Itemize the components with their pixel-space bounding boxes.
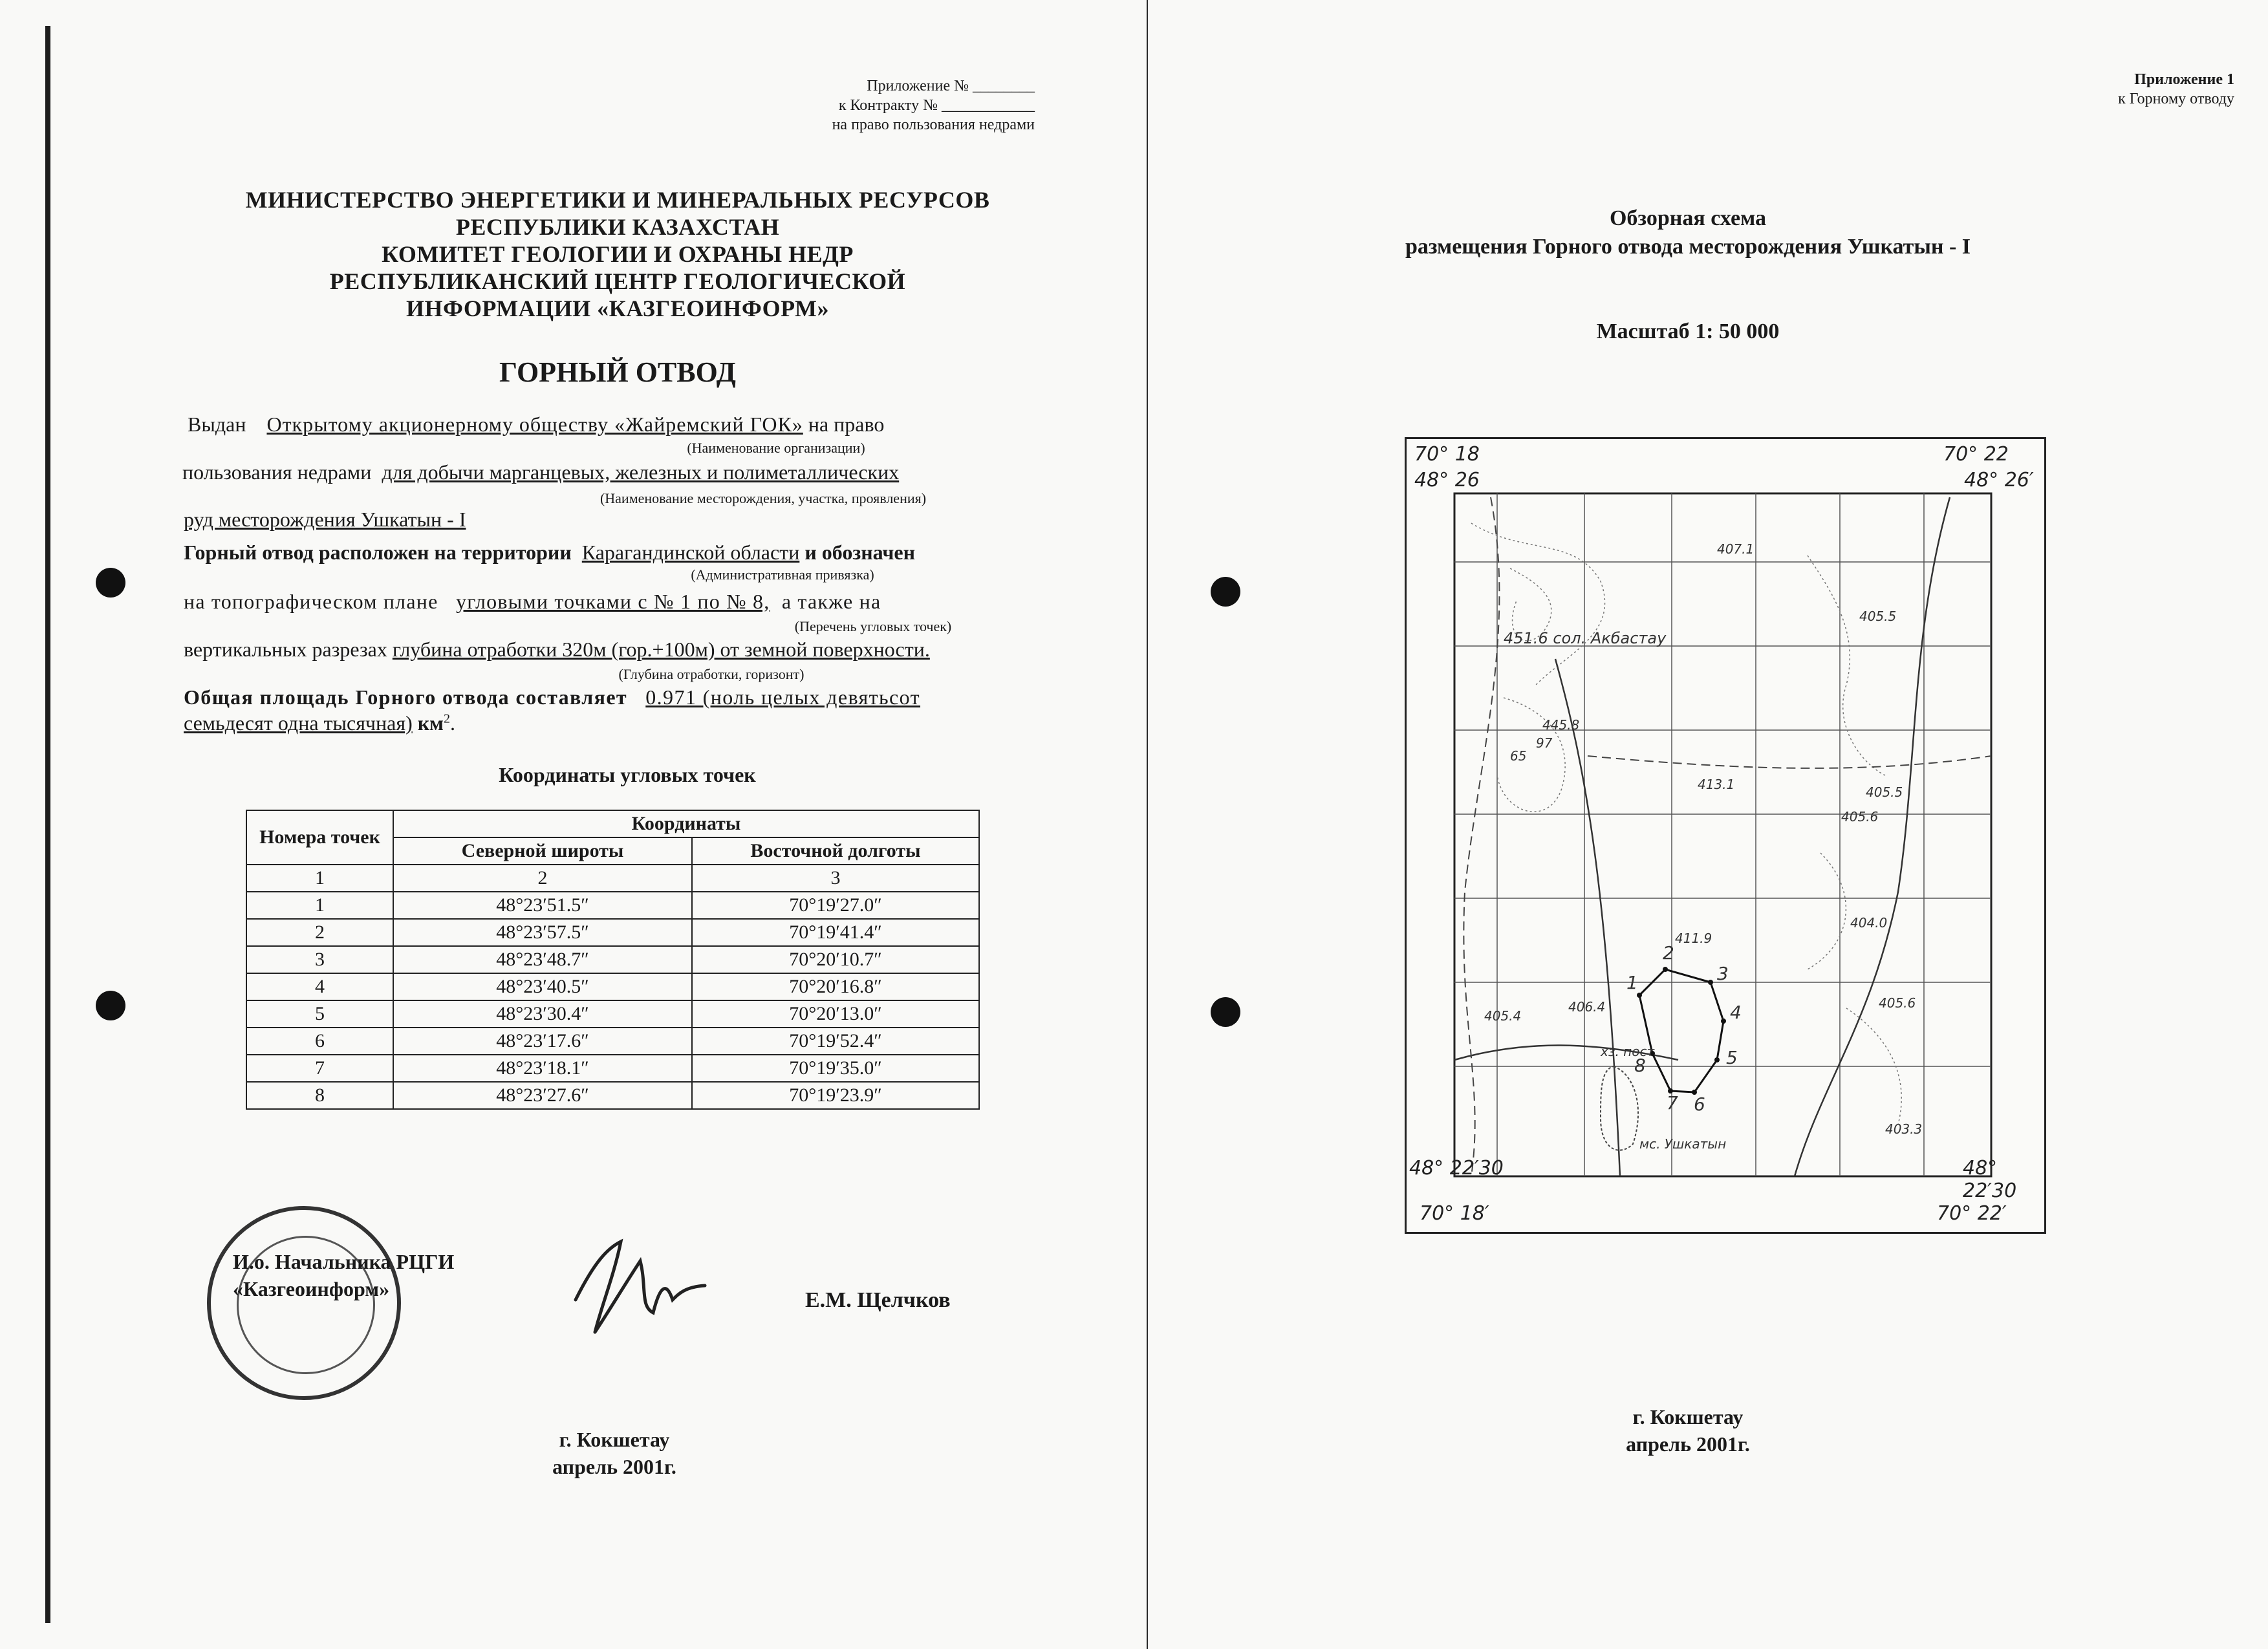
spot-height: 405.4 (1484, 1008, 1522, 1024)
corner-point-label: 2 (1663, 942, 1674, 964)
place-and-date-right: г. Кокшетау апрель 2001г. (1626, 1405, 1750, 1456)
area-value-cont: семьдесят одна тысячная) (184, 711, 413, 735)
table-title: Координаты угловых точек (499, 763, 756, 786)
corner-point-label: 6 (1694, 1094, 1705, 1115)
spot-height: 405.5 (1859, 609, 1897, 624)
punch-hole (96, 991, 125, 1020)
corner-point-label: 8 (1634, 1055, 1646, 1076)
table-row: 5 48°23′30.4″ 70°20′13.0″ (246, 1000, 979, 1028)
deposit-caption: (Наименование месторождения, участка, проявления) (599, 490, 927, 506)
points-range: угловыми точками с № 1 по № 8, (456, 590, 770, 613)
spot-height: 413.1 (1698, 777, 1735, 792)
corner-label-br-lat: 48° 22′30 (1963, 1157, 2017, 1202)
spot-height: 445.8 (1542, 717, 1580, 733)
header-north: Северной широты (393, 837, 692, 865)
punch-hole (96, 568, 125, 598)
hill-label: 451.6 сол. Акбастау (1504, 629, 1667, 647)
spot-height: 403.3 (1885, 1121, 1923, 1137)
corner-point-label: 7 (1667, 1092, 1678, 1114)
header-coords: Координаты (393, 810, 979, 837)
body-line-2: пользования недрами для добычи марганцевых, железных и полиметаллических (182, 460, 900, 484)
official-seal (207, 1206, 401, 1400)
corner-label-tl-lon: 70° 18 (1414, 443, 1480, 466)
header-points: Номера точек (246, 810, 393, 865)
scheme-title: Обзорная схема размещения Горного отвода месторождения Ушкатын - I (1405, 206, 1971, 259)
map-scale: Масштаб 1: 50 000 (1596, 319, 1780, 343)
document-title: ГОРНЫЙ ОТВОД (499, 356, 736, 388)
attachment-header: Приложение 1 к Горному отводу (2118, 71, 2234, 107)
table-colnum-row: 1 2 3 (246, 865, 979, 892)
corner-label-br-lon: 70° 22′ (1937, 1202, 2007, 1225)
depth-text: глубина отработки 320м (гор.+100м) от земной поверхности. (392, 638, 930, 661)
ministry-line: РЕСПУБЛИКИ КАЗАХСТАН (455, 214, 780, 240)
body-line-6: вертикальных разрезах глубина отработки 320м (гор.+100м) от земной поверхности. (184, 638, 930, 661)
attachment-line: к Контракту № ____________ (838, 97, 1035, 114)
header-east: Восточной долготы (692, 837, 979, 865)
corner-label-bl-lon: 70° 18′ (1420, 1202, 1489, 1225)
spot-height: 411.9 (1675, 931, 1712, 946)
ministry-line: МИНИСТЕРСТВО ЭНЕРГЕТИКИ И МИНЕРАЛЬНЫХ РЕСУРСОВ (245, 187, 990, 213)
purpose-text: для добычи марганцевых, железных и полиметаллических (382, 460, 900, 484)
punch-hole (1211, 577, 1240, 607)
table-header-row (246, 810, 979, 837)
corner-label-bl-lat: 48° 22′30 (1409, 1157, 1504, 1180)
handwritten-signature (556, 1222, 724, 1352)
ministry-block (162, 186, 1074, 322)
coordinates-table (246, 810, 980, 1110)
corner-label-tr-lat: 48° 26′ (1964, 469, 2034, 491)
depth-caption: (Глубина отработки, горизонт) (618, 666, 805, 682)
place-and-date: г. Кокшетау апрель 2001г. (552, 1428, 676, 1478)
spot-height: 404.0 (1850, 915, 1888, 931)
spot-height: 405.5 (1866, 784, 1903, 800)
attachment-line: на право пользования недрами (832, 116, 1035, 133)
area-value: 0.971 (ноль целых девятьсот (645, 685, 921, 709)
table-row: 2 48°23′57.5″ 70°19′41.4″ (246, 919, 979, 946)
body-line-4: Горный отвод расположен на территории Карагандинской области и обозначен (184, 541, 916, 564)
map-drawing (1407, 439, 2044, 1232)
body-line-1: Выдан Открытому акционерному обществу «Жайремский ГОК» на право (188, 413, 885, 436)
corner-point-label: 3 (1717, 963, 1729, 984)
corner-point-label: 4 (1730, 1002, 1742, 1023)
table-row: 6 48°23′17.6″ 70°19′52.4″ (246, 1028, 979, 1055)
signatory-position: И.о. Начальника РЦГИ «Казгеоинформ» (233, 1250, 455, 1300)
table-row: 8 48°23′27.6″ 70°19′23.9″ (246, 1082, 979, 1109)
ministry-line: РЕСПУБЛИКАНСКИЙ ЦЕНТР ГЕОЛОГИЧЕСКОЙ (329, 268, 906, 294)
spot-height: 406.4 (1568, 999, 1606, 1015)
body-line-7: Общая площадь Горного отвода составляет 0.971 (ноль целых девятьсот (184, 685, 921, 709)
corner-point-label: 5 (1726, 1047, 1738, 1068)
corner-label-tr-lon: 70° 22 (1943, 443, 2009, 466)
body-line-8: семьдесят одна тысячная) $км^2$. (184, 711, 455, 735)
region-caption: (Административная привязка) (691, 566, 874, 583)
region-name: Карагандинской области (581, 541, 800, 564)
table-row: 1 48°23′51.5″ 70°19′27.0″ (246, 892, 979, 919)
deposit-name: руд месторождения Ушкатын - I (184, 508, 466, 531)
table-row: 4 48°23′40.5″ 70°20′16.8″ (246, 973, 979, 1000)
attachment-header (698, 76, 1035, 135)
overview-map (1405, 437, 2046, 1234)
points-caption: (Перечень угловых точек) (794, 618, 952, 634)
spot-height: 65 (1510, 748, 1527, 764)
spot-height: 405.6 (1841, 809, 1879, 824)
spot-height: 405.6 (1879, 995, 1916, 1011)
table-row: 3 48°23′48.7″ 70°20′10.7″ (246, 946, 979, 973)
signatory-name: Е.М. Щелчков (805, 1288, 951, 1312)
ministry-line: ИНФОРМАЦИИ «КАЗГЕОИНФОРМ» (406, 296, 829, 321)
village-label: мс. Ушкатын (1639, 1136, 1727, 1152)
spot-height: 97 (1536, 735, 1553, 751)
organization-name: Открытому акционерному обществу «Жайремский ГОК» (266, 413, 803, 436)
corner-point-label: 1 (1626, 972, 1638, 993)
scan-edge-shadow (45, 26, 50, 1623)
punch-hole (1211, 997, 1240, 1027)
spot-height: 407.1 (1717, 541, 1755, 557)
ministry-line: КОМИТЕТ ГЕОЛОГИИ И ОХРАНЫ НЕДР (382, 241, 854, 267)
post-label: хз. пост (1601, 1044, 1655, 1059)
body-line-5: на топографическом плане угловыми точками с № 1 по № 8, а также на (184, 590, 881, 613)
organization-caption: (Наименование организации) (687, 440, 865, 456)
attachment-line: Приложение № ________ (867, 78, 1035, 94)
corner-label-tl-lat: 48° 26 (1414, 469, 1480, 491)
table-row: 7 48°23′18.1″ 70°19′35.0″ (246, 1055, 979, 1082)
